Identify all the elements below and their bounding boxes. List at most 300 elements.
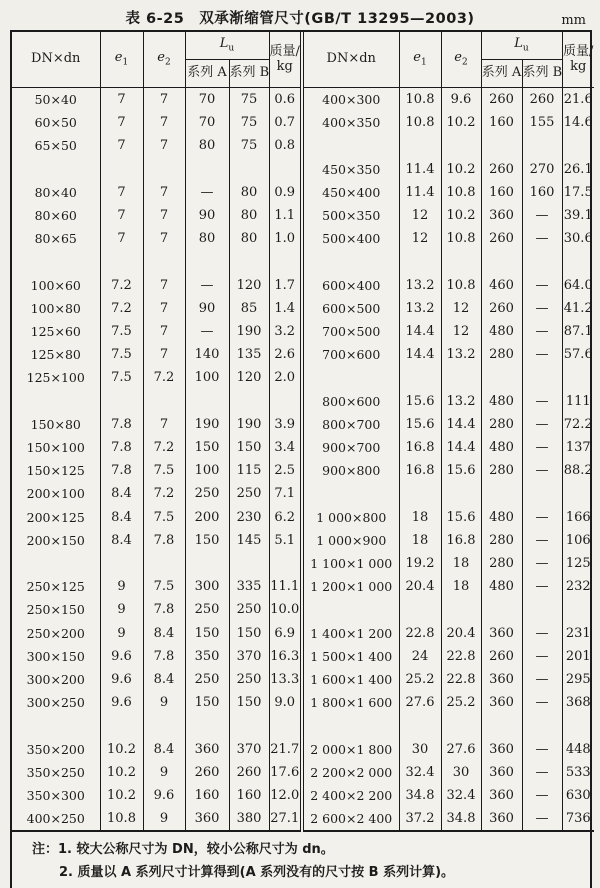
mass-cell: 21.7 bbox=[269, 738, 302, 761]
e2-cell: 7.5 bbox=[143, 506, 185, 529]
mass-cell: 0.9 bbox=[269, 181, 302, 204]
mass-cell: 3.4 bbox=[269, 436, 302, 459]
series-a-cell: 150 bbox=[185, 622, 229, 645]
dn-cell: 900×800 bbox=[302, 459, 399, 482]
series-b-cell bbox=[229, 390, 269, 413]
dn-cell: 125×60 bbox=[30, 324, 81, 340]
mass-cell: 0.7 bbox=[269, 111, 302, 134]
series-b-cell: 270 bbox=[522, 158, 562, 181]
series-b-cell: — bbox=[522, 274, 562, 297]
e2-cell: 16.8 bbox=[441, 529, 481, 552]
dn-cell bbox=[302, 134, 399, 157]
series-a-cell: 360 bbox=[481, 204, 522, 227]
e1-cell bbox=[100, 390, 143, 413]
e2-cell: 7.2 bbox=[143, 436, 185, 459]
e2-cell: 7 bbox=[143, 134, 185, 157]
dn-cell: 80×65 bbox=[34, 231, 77, 247]
table-row bbox=[12, 436, 594, 459]
series-b-cell: 160 bbox=[229, 784, 269, 807]
e2-cell: 9.6 bbox=[143, 784, 185, 807]
dn-cell: 1 000×800 bbox=[302, 506, 399, 529]
series-b-cell: 335 bbox=[229, 575, 269, 598]
col-header-lu-right: $L_u$ bbox=[481, 32, 562, 60]
dn-cell bbox=[12, 552, 100, 575]
dn-cell bbox=[302, 598, 399, 621]
dn-cell bbox=[12, 250, 100, 273]
mass-cell bbox=[562, 714, 594, 737]
table-row bbox=[12, 320, 594, 343]
mass-cell: 1.7 bbox=[269, 274, 302, 297]
e1-cell: 18 bbox=[399, 529, 441, 552]
series-a-cell: 80 bbox=[185, 134, 229, 157]
e1-cell: 7 bbox=[100, 134, 143, 157]
e2-cell: 32.4 bbox=[441, 784, 481, 807]
e2-cell: 8.4 bbox=[143, 668, 185, 691]
dn-cell: 400×250 bbox=[26, 811, 85, 827]
e1-cell: 7.8 bbox=[100, 413, 143, 436]
mass-cell bbox=[269, 158, 302, 181]
dn-cell: 2 600×2 400 bbox=[302, 807, 399, 831]
e1-cell: 11.4 bbox=[399, 158, 441, 181]
mass-cell: 16.3 bbox=[269, 645, 302, 668]
series-a-cell: 160 bbox=[185, 784, 229, 807]
table-row bbox=[12, 111, 594, 134]
e2-cell bbox=[441, 598, 481, 621]
series-b-cell: 230 bbox=[229, 506, 269, 529]
mass-cell: 17.6 bbox=[269, 761, 302, 784]
e2-cell: 25.2 bbox=[441, 691, 481, 714]
series-a-cell: — bbox=[185, 320, 229, 343]
e1-cell: 9 bbox=[100, 598, 143, 621]
col-header-mass-left: 质量/ kg bbox=[269, 32, 302, 88]
mass-cell: 137 bbox=[562, 436, 594, 459]
e1-cell: 11.4 bbox=[399, 181, 441, 204]
dn-cell: 2 000×1 800 bbox=[302, 738, 399, 761]
e2-cell bbox=[143, 158, 185, 181]
series-b-cell: — bbox=[522, 320, 562, 343]
e2-cell bbox=[441, 714, 481, 737]
unit-label: mm bbox=[561, 13, 586, 28]
mass-cell: 64.0 bbox=[562, 274, 594, 297]
series-a-cell: 80 bbox=[185, 227, 229, 250]
series-a-cell: 90 bbox=[185, 204, 229, 227]
e2-cell: 7.8 bbox=[143, 645, 185, 668]
dn-cell: 2 200×2 000 bbox=[302, 761, 399, 784]
mass-cell: 368 bbox=[562, 691, 594, 714]
series-b-cell: 155 bbox=[522, 111, 562, 134]
table-row bbox=[12, 459, 594, 482]
mass-cell bbox=[562, 366, 594, 389]
dn-cell bbox=[12, 714, 100, 737]
table-title: 表 6-25 双承渐缩管尺寸(GB/T 13295—2003) bbox=[125, 11, 475, 27]
series-a-cell: 350 bbox=[185, 645, 229, 668]
e1-cell bbox=[399, 366, 441, 389]
series-b-cell: — bbox=[522, 761, 562, 784]
e1-cell bbox=[399, 598, 441, 621]
mass-cell: 2.6 bbox=[269, 343, 302, 366]
e2-cell: 7 bbox=[143, 320, 185, 343]
series-a-cell: 90 bbox=[185, 297, 229, 320]
mass-cell bbox=[269, 552, 302, 575]
mass-cell: 6.2 bbox=[269, 506, 302, 529]
e1-cell: 8.4 bbox=[100, 529, 143, 552]
table-row bbox=[12, 390, 594, 413]
series-a-cell bbox=[481, 482, 522, 505]
mass-cell: 736 bbox=[562, 807, 594, 831]
dn-cell: 125×80 bbox=[30, 347, 81, 363]
dn-cell: 1 200×1 000 bbox=[302, 575, 399, 598]
series-a-cell: 160 bbox=[481, 111, 522, 134]
table-row bbox=[12, 366, 594, 389]
dn-cell: 300×200 bbox=[26, 672, 85, 688]
mass-cell: 3.9 bbox=[269, 413, 302, 436]
series-b-cell: 250 bbox=[229, 668, 269, 691]
series-a-cell: 260 bbox=[481, 88, 522, 112]
series-a-cell: 480 bbox=[481, 575, 522, 598]
mass-cell: 72.2 bbox=[562, 413, 594, 436]
table-row bbox=[12, 506, 594, 529]
series-a-cell bbox=[185, 158, 229, 181]
e1-cell: 10.8 bbox=[100, 807, 143, 831]
table-row bbox=[12, 575, 594, 598]
table-row bbox=[12, 668, 594, 691]
e1-cell: 7.2 bbox=[100, 297, 143, 320]
mass-cell: 57.6 bbox=[562, 343, 594, 366]
series-b-cell: — bbox=[522, 575, 562, 598]
e1-cell: 7.2 bbox=[100, 274, 143, 297]
series-a-cell: 360 bbox=[185, 807, 229, 831]
table-row bbox=[12, 598, 594, 621]
series-b-cell bbox=[229, 250, 269, 273]
e2-cell: 9 bbox=[143, 807, 185, 831]
dn-cell: 900×700 bbox=[302, 436, 399, 459]
e1-cell: 13.2 bbox=[399, 274, 441, 297]
series-a-cell: 250 bbox=[185, 598, 229, 621]
col-header-e1-right: $e_1$ bbox=[399, 32, 441, 88]
e2-cell: 14.4 bbox=[441, 413, 481, 436]
e2-cell: 7.5 bbox=[143, 459, 185, 482]
col-header-series-b-right: 系列 B bbox=[522, 60, 562, 88]
e2-cell: 13.2 bbox=[441, 390, 481, 413]
series-a-cell bbox=[481, 366, 522, 389]
e2-cell: 30 bbox=[441, 761, 481, 784]
e1-cell: 7 bbox=[100, 227, 143, 250]
e1-cell: 8.4 bbox=[100, 482, 143, 505]
mass-cell: 106 bbox=[562, 529, 594, 552]
table-header bbox=[12, 32, 594, 88]
series-a-cell: 280 bbox=[481, 343, 522, 366]
series-a-cell: 260 bbox=[481, 297, 522, 320]
table-row bbox=[12, 552, 594, 575]
series-a-cell: 190 bbox=[185, 413, 229, 436]
series-a-cell: 200 bbox=[185, 506, 229, 529]
table-row bbox=[12, 645, 594, 668]
e2-cell: 7 bbox=[143, 88, 185, 112]
mass-cell: 2.5 bbox=[269, 459, 302, 482]
e2-cell: 7 bbox=[143, 111, 185, 134]
e2-cell: 22.8 bbox=[441, 668, 481, 691]
mass-cell bbox=[269, 390, 302, 413]
series-a-cell: 70 bbox=[185, 88, 229, 112]
series-b-cell: — bbox=[522, 784, 562, 807]
dn-cell bbox=[302, 714, 399, 737]
dn-cell: 1 800×1 600 bbox=[302, 691, 399, 714]
table-row bbox=[12, 738, 594, 761]
note-line: 2. 质量以 A 系列尺寸计算得到(A 系列没有的尺寸按 B 系列计算)。 bbox=[59, 865, 455, 881]
series-b-cell: — bbox=[522, 529, 562, 552]
dn-cell: 1 000×900 bbox=[302, 529, 399, 552]
dn-cell: 200×125 bbox=[26, 509, 85, 525]
dimension-table bbox=[12, 32, 594, 832]
e1-cell: 7.8 bbox=[100, 436, 143, 459]
e1-cell: 10.8 bbox=[399, 111, 441, 134]
series-b-cell: — bbox=[522, 645, 562, 668]
series-b-cell: 145 bbox=[229, 529, 269, 552]
e1-cell: 15.6 bbox=[399, 390, 441, 413]
dn-cell: 250×150 bbox=[26, 602, 85, 618]
e1-cell: 9 bbox=[100, 575, 143, 598]
mass-cell: 30.6 bbox=[562, 227, 594, 250]
e2-cell bbox=[143, 552, 185, 575]
mass-cell: 448 bbox=[562, 738, 594, 761]
series-b-cell: 260 bbox=[522, 88, 562, 112]
series-a-cell: 150 bbox=[185, 436, 229, 459]
mass-cell: 88.2 bbox=[562, 459, 594, 482]
mass-cell: 41.2 bbox=[562, 297, 594, 320]
table-body bbox=[12, 88, 594, 832]
e1-cell: 10.2 bbox=[100, 738, 143, 761]
e2-cell bbox=[143, 714, 185, 737]
dn-cell: 50×40 bbox=[34, 92, 77, 107]
e2-cell: 13.2 bbox=[441, 343, 481, 366]
dn-cell: 700×500 bbox=[302, 320, 399, 343]
dn-cell bbox=[12, 158, 100, 181]
e2-cell: 7 bbox=[143, 181, 185, 204]
mass-cell: 7.1 bbox=[269, 482, 302, 505]
series-a-cell: 260 bbox=[481, 227, 522, 250]
e1-cell: 32.4 bbox=[399, 761, 441, 784]
e1-cell: 22.8 bbox=[399, 622, 441, 645]
col-header-e1-left: $e_1$ bbox=[100, 32, 143, 88]
dn-cell: 800×700 bbox=[302, 413, 399, 436]
e1-cell bbox=[399, 250, 441, 273]
dn-cell: 250×200 bbox=[26, 625, 85, 641]
e2-cell: 12 bbox=[441, 297, 481, 320]
mass-cell: 232 bbox=[562, 575, 594, 598]
series-a-cell bbox=[185, 390, 229, 413]
dn-cell: 700×600 bbox=[302, 343, 399, 366]
series-b-cell: 190 bbox=[229, 320, 269, 343]
e2-cell: 7.8 bbox=[143, 529, 185, 552]
e1-cell: 24 bbox=[399, 645, 441, 668]
dn-cell: 1 400×1 200 bbox=[302, 622, 399, 645]
e1-cell: 9.6 bbox=[100, 691, 143, 714]
series-b-cell: 75 bbox=[229, 134, 269, 157]
dn-cell: 200×100 bbox=[26, 486, 85, 502]
dn-cell: 1 100×1 000 bbox=[302, 552, 399, 575]
series-b-cell: 250 bbox=[229, 482, 269, 505]
col-header-mass-right: 质量/ kg bbox=[562, 32, 594, 88]
e2-cell: 7 bbox=[143, 204, 185, 227]
col-header-dn-right: DN×dn bbox=[302, 32, 399, 88]
e2-cell: 10.8 bbox=[441, 227, 481, 250]
series-a-cell: 150 bbox=[185, 691, 229, 714]
e1-cell bbox=[399, 134, 441, 157]
e1-cell: 16.8 bbox=[399, 436, 441, 459]
dn-cell: 500×400 bbox=[302, 227, 399, 250]
series-a-cell: 100 bbox=[185, 366, 229, 389]
series-b-cell: 250 bbox=[229, 598, 269, 621]
e2-cell: 7.2 bbox=[143, 366, 185, 389]
series-a-cell: 360 bbox=[481, 807, 522, 831]
mass-cell: 39.1 bbox=[562, 204, 594, 227]
e1-cell: 16.8 bbox=[399, 459, 441, 482]
series-b-cell: 190 bbox=[229, 413, 269, 436]
e1-cell: 12 bbox=[399, 227, 441, 250]
e2-cell bbox=[441, 482, 481, 505]
e1-cell: 27.6 bbox=[399, 691, 441, 714]
e2-cell: 9.6 bbox=[441, 88, 481, 112]
table-row bbox=[12, 250, 594, 273]
col-header-e2-left: $e_2$ bbox=[143, 32, 185, 88]
mass-cell: 5.1 bbox=[269, 529, 302, 552]
mass-cell: 0.8 bbox=[269, 134, 302, 157]
table-row bbox=[12, 297, 594, 320]
e2-cell bbox=[441, 250, 481, 273]
mass-cell: 13.3 bbox=[269, 668, 302, 691]
e1-cell: 7 bbox=[100, 111, 143, 134]
series-b-cell: — bbox=[522, 506, 562, 529]
dn-cell: 150×80 bbox=[30, 416, 81, 432]
mass-cell bbox=[562, 134, 594, 157]
series-a-cell: 360 bbox=[481, 738, 522, 761]
series-b-cell: 150 bbox=[229, 691, 269, 714]
series-b-cell: 115 bbox=[229, 459, 269, 482]
e2-cell: 10.8 bbox=[441, 274, 481, 297]
dn-cell: 300×250 bbox=[26, 695, 85, 711]
e2-cell bbox=[441, 134, 481, 157]
mass-cell: 3.2 bbox=[269, 320, 302, 343]
mass-cell: 201 bbox=[562, 645, 594, 668]
series-b-cell: 370 bbox=[229, 645, 269, 668]
series-a-cell: 360 bbox=[481, 784, 522, 807]
e2-cell: 9 bbox=[143, 691, 185, 714]
e1-cell: 13.2 bbox=[399, 297, 441, 320]
mass-cell: 11.1 bbox=[269, 575, 302, 598]
e2-cell bbox=[143, 390, 185, 413]
series-a-cell bbox=[481, 598, 522, 621]
table-row bbox=[12, 204, 594, 227]
series-b-cell bbox=[522, 714, 562, 737]
e1-cell: 15.6 bbox=[399, 413, 441, 436]
dn-cell: 450×350 bbox=[302, 158, 399, 181]
mass-cell: 231 bbox=[562, 622, 594, 645]
e1-cell bbox=[100, 714, 143, 737]
mass-cell bbox=[562, 250, 594, 273]
e1-cell: 9.6 bbox=[100, 645, 143, 668]
dn-cell: 150×125 bbox=[26, 463, 85, 479]
series-a-cell bbox=[185, 250, 229, 273]
e1-cell: 7.5 bbox=[100, 366, 143, 389]
e2-cell: 20.4 bbox=[441, 622, 481, 645]
series-a-cell bbox=[185, 552, 229, 575]
dn-cell: 80×60 bbox=[34, 208, 77, 224]
series-a-cell bbox=[185, 714, 229, 737]
dn-cell: 200×150 bbox=[26, 532, 85, 548]
series-a-cell: 250 bbox=[185, 482, 229, 505]
e2-cell: 18 bbox=[441, 575, 481, 598]
e2-cell: 8.4 bbox=[143, 738, 185, 761]
series-a-cell: 480 bbox=[481, 320, 522, 343]
dn-cell: 1 500×1 400 bbox=[302, 645, 399, 668]
mass-cell: 10.0 bbox=[269, 598, 302, 621]
series-a-cell: 280 bbox=[481, 552, 522, 575]
e2-cell: 7.5 bbox=[143, 575, 185, 598]
mass-cell: 87.1 bbox=[562, 320, 594, 343]
e1-cell: 7.8 bbox=[100, 459, 143, 482]
mass-cell bbox=[562, 482, 594, 505]
e1-cell bbox=[100, 250, 143, 273]
series-b-cell bbox=[522, 134, 562, 157]
e2-cell: 7.2 bbox=[143, 482, 185, 505]
dn-cell bbox=[302, 482, 399, 505]
e2-cell: 10.2 bbox=[441, 158, 481, 181]
series-a-cell: 480 bbox=[481, 390, 522, 413]
series-a-cell: 100 bbox=[185, 459, 229, 482]
e2-cell: 34.8 bbox=[441, 807, 481, 831]
mass-cell: 17.5 bbox=[562, 181, 594, 204]
series-a-cell: 280 bbox=[481, 413, 522, 436]
series-b-cell: 160 bbox=[522, 181, 562, 204]
series-a-cell: 360 bbox=[481, 691, 522, 714]
mass-cell: 630 bbox=[562, 784, 594, 807]
dn-cell: 600×400 bbox=[302, 274, 399, 297]
e1-cell bbox=[100, 552, 143, 575]
mass-cell: 125 bbox=[562, 552, 594, 575]
e2-cell: 12 bbox=[441, 320, 481, 343]
e2-cell: 10.8 bbox=[441, 181, 481, 204]
series-b-cell: — bbox=[522, 436, 562, 459]
mass-cell: 166 bbox=[562, 506, 594, 529]
table-notes bbox=[12, 832, 590, 888]
e1-cell: 7.5 bbox=[100, 343, 143, 366]
dn-cell: 60×50 bbox=[34, 115, 77, 131]
e1-cell: 10.8 bbox=[399, 88, 441, 112]
e2-cell: 7 bbox=[143, 343, 185, 366]
dn-cell: 450×400 bbox=[302, 181, 399, 204]
series-b-cell bbox=[522, 366, 562, 389]
series-b-cell: — bbox=[522, 227, 562, 250]
series-b-cell: 150 bbox=[229, 436, 269, 459]
dn-cell: 300×150 bbox=[26, 648, 85, 664]
e2-cell bbox=[143, 250, 185, 273]
table-row bbox=[12, 413, 594, 436]
series-b-cell bbox=[229, 714, 269, 737]
e2-cell: 7.8 bbox=[143, 598, 185, 621]
e2-cell: 10.2 bbox=[441, 204, 481, 227]
table-row bbox=[12, 343, 594, 366]
table-row bbox=[12, 622, 594, 645]
dn-cell: 500×350 bbox=[302, 204, 399, 227]
dn-cell: 80×40 bbox=[34, 184, 77, 200]
col-header-dn-left: DN×dn bbox=[12, 32, 100, 88]
dn-cell: 350×200 bbox=[26, 741, 85, 757]
page-header bbox=[0, 0, 600, 30]
dn-cell: 100×60 bbox=[30, 277, 81, 293]
series-b-cell: 135 bbox=[229, 343, 269, 366]
series-a-cell: 480 bbox=[481, 506, 522, 529]
col-header-lu-left: $L_u$ bbox=[185, 32, 269, 60]
